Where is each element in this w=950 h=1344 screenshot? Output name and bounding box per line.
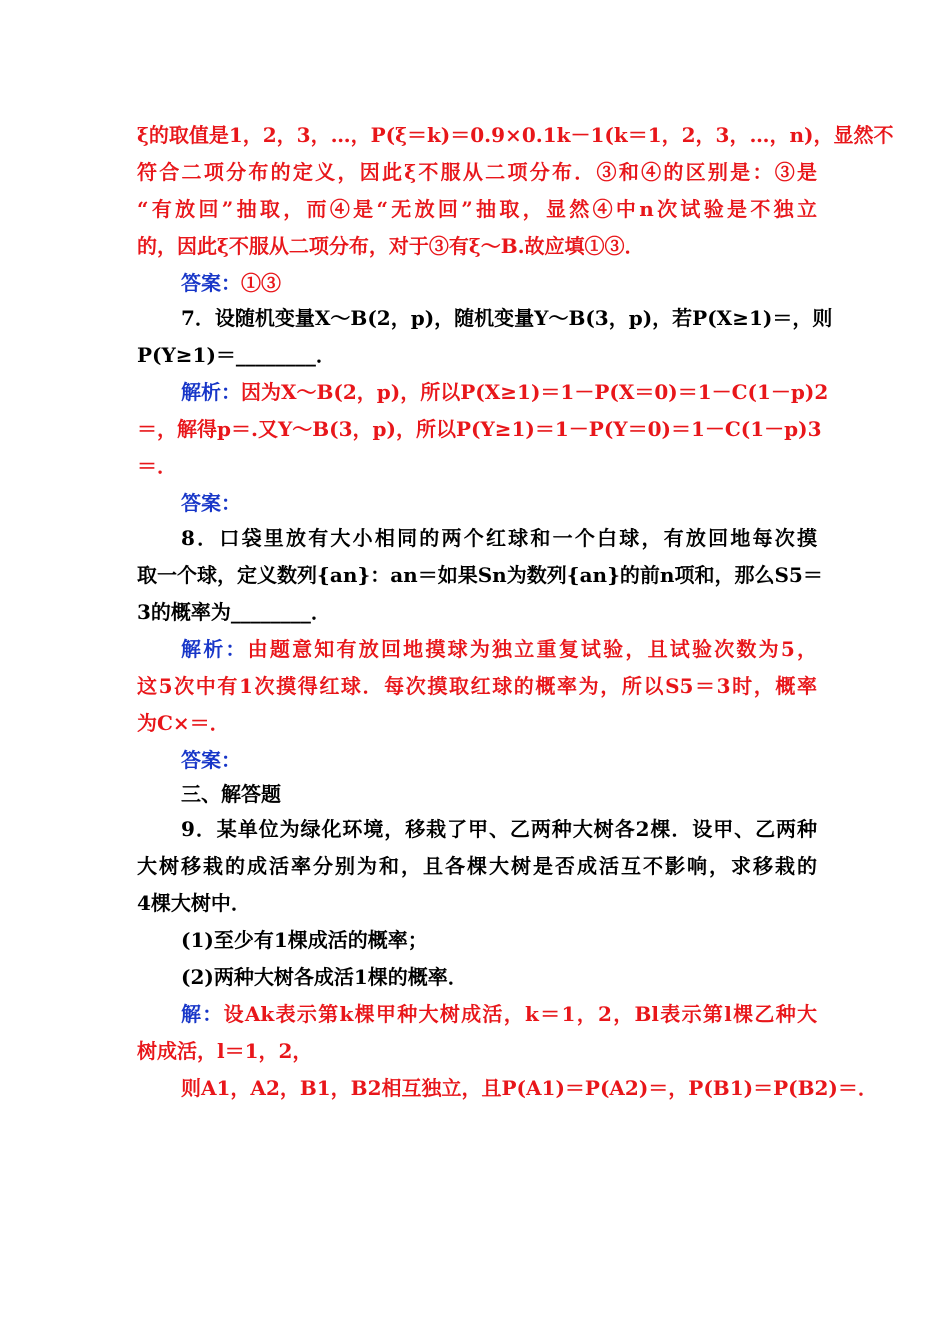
solution-label: 解： xyxy=(181,1002,224,1026)
text-line: 3的概率为________． xyxy=(137,600,331,624)
text-line: 的，因此ξ不服从二项分布，对于③有ξ～B.故应填①③． xyxy=(137,234,645,258)
answer-value: ①③ xyxy=(241,271,281,295)
answer-label: 答案： xyxy=(181,748,241,772)
answer-label: 答案： xyxy=(181,491,241,515)
solution-text: 由题意知有放回地摸球为独立重复试验，且试验次数为5， xyxy=(247,637,817,661)
text-line: 则A1，A2，B1，B2相互独立，且P(A1)＝P(A2)＝，P(B1)＝P(B2)＝． xyxy=(181,1076,878,1100)
text-line: 树成活，l＝1，2， xyxy=(137,1039,313,1063)
solution-label: 解析： xyxy=(181,637,248,661)
text-line: ＝． xyxy=(137,454,177,478)
sub-question-2: (2)两种大树各成活1棵的概率． xyxy=(181,965,468,989)
question-9: 9．某单位为绿化环境，移栽了甲、乙两种大树各2棵．设甲、乙两种 xyxy=(181,817,817,841)
solution-label: 解析： xyxy=(181,380,241,404)
text-line: “有放回”抽取，而④是“无放回”抽取，显然④中n次试验是不独立 xyxy=(137,197,817,221)
text-line: 取一个球，定义数列{an}：an＝如果Sn为数列{an}的前n项和，那么S5＝ xyxy=(137,563,823,587)
answer-label: 答案： xyxy=(181,271,241,295)
section-heading: 三、解答题 xyxy=(181,782,281,806)
text-line: 大树移栽的成活率分别为和，且各棵大树是否成活互不影响，求移栽的 xyxy=(137,854,817,878)
solution-text: 设Ak表示第k棵甲种大树成活，k＝1，2，Bl表示第l棵乙种大 xyxy=(223,1002,818,1026)
text-line: ＝，解得p＝.又Y～B(3，p)，所以P(Y≥1)＝1－P(Y＝0)＝1－C(1－p)3 xyxy=(137,417,822,441)
solution-text: 因为X～B(2，p)，所以P(X≥1)＝1－P(X＝0)＝1－C(1－p)2 xyxy=(241,380,829,404)
solution-row xyxy=(181,377,829,407)
text-line: 4棵大树中． xyxy=(137,891,251,915)
text-line: ξ的取值是1，2，3，…，P(ξ＝k)＝0.9×0.1k－1(k＝1，2，3，…，n)，显然不 xyxy=(137,123,894,147)
question-7-blank: P(Y≥1)＝________． xyxy=(137,343,336,367)
text-line: 符合二项分布的定义，因此ξ不服从二项分布．③和④的区别是：③是 xyxy=(137,160,817,184)
answer-row xyxy=(181,268,817,298)
question-7: 7．设随机变量X～B(2，p)，随机变量Y～B(3，p)，若P(X≥1)＝，则 xyxy=(181,306,833,330)
text-line: 为C×＝． xyxy=(137,711,230,735)
text-line: 这5次中有1次摸得红球．每次摸取红球的概率为，所以S5＝3时，概率 xyxy=(137,674,817,698)
solution-row xyxy=(181,634,817,664)
question-8: 8．口袋里放有大小相同的两个红球和一个白球，有放回地每次摸 xyxy=(181,526,817,550)
solution-row xyxy=(181,999,817,1029)
sub-question-1: (1)至少有1棵成活的概率； xyxy=(181,928,428,952)
